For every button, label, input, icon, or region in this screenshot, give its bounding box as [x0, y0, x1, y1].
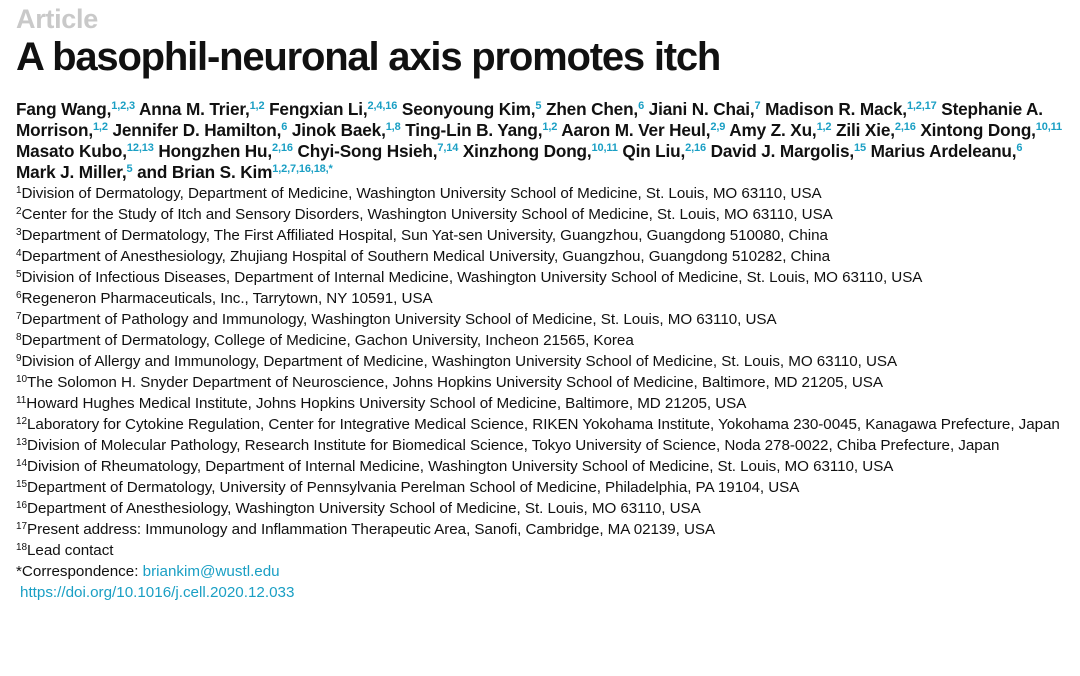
author: [16, 99, 135, 119]
author-affiliation-marker: 6: [281, 121, 288, 133]
author-affiliation-marker: 5: [126, 163, 133, 175]
affiliation: [16, 351, 1064, 372]
author-name: Masato Kubo,: [16, 141, 127, 161]
author-affiliation-marker: 5: [535, 100, 542, 112]
affiliation: [16, 372, 1064, 393]
author-affiliation-marker: 7: [754, 100, 761, 112]
author: [158, 141, 293, 161]
author-name: Seonyoung Kim,: [401, 99, 536, 119]
author-affiliation-marker: 2,4,16: [367, 100, 398, 112]
author: [711, 141, 866, 161]
affiliation-text: Division of Infectious Diseases, Department of Internal Medicine, Washington University School of Medicine, St. Louis, MO 63110, USA: [21, 269, 923, 286]
author: [137, 162, 333, 182]
affiliation: [16, 393, 1064, 414]
author: [269, 99, 397, 119]
affiliation: [16, 267, 1064, 288]
doi: [20, 582, 1064, 603]
affiliation-text: Division of Molecular Pathology, Research Institute for Biomedical Science, Tokyo University of Science, Noda 278-0022, Chiba Prefecture, Japan: [27, 437, 1000, 454]
affiliation-text: Division of Dermatology, Department of Medicine, Washington University School of Medicine, St. Louis, MO 63110, USA: [21, 185, 822, 202]
author-affiliation-marker: 1,2: [249, 100, 265, 112]
author: [112, 120, 287, 140]
affiliation-text: The Solomon H. Snyder Department of Neuroscience, Johns Hopkins University School of Medicine, Baltimore, MD 21205, USA: [27, 374, 883, 391]
author: [405, 120, 557, 140]
affiliation-number: 11: [16, 395, 27, 406]
author: [292, 120, 401, 140]
author-name: Anna M. Trier,: [138, 99, 250, 119]
doi-link[interactable]: https://doi.org/10.1016/j.cell.2020.12.033: [20, 584, 295, 601]
affiliation: [16, 288, 1064, 309]
affiliation: [16, 204, 1064, 225]
correspondence: [16, 561, 1064, 582]
affiliation: [16, 435, 1064, 456]
affiliation-number: 16: [16, 500, 28, 511]
affiliation: [16, 456, 1064, 477]
author-name: Marius Ardeleanu,: [870, 141, 1017, 161]
affiliation: [16, 309, 1064, 330]
author-name: Chyi-Song Hsieh,: [297, 141, 438, 161]
author-name: Jiani N. Chai,: [648, 99, 755, 119]
author-name: David J. Margolis,: [710, 141, 855, 161]
affiliation-text: Department of Anesthesiology, Zhujiang Hospital of Southern Medical University, Guangzhou, Guangdong 510282, China: [21, 248, 830, 265]
author-affiliation-marker: 2,16: [272, 142, 293, 154]
author-name: Zhen Chen,: [545, 99, 639, 119]
author: [402, 99, 541, 119]
author-name: Fang Wang,: [16, 99, 112, 119]
author-affiliation-marker: 12,13: [126, 142, 154, 154]
author-affiliation-marker: 6: [638, 100, 645, 112]
affiliation: [16, 414, 1064, 435]
affiliation-number: 2: [16, 206, 22, 217]
article-title: A basophil-neuronal axis promotes itch: [16, 35, 721, 79]
author-name: Qin Liu,: [622, 141, 686, 161]
author-affiliation-marker: 7,14: [437, 142, 459, 154]
affiliation: [16, 519, 1064, 540]
affiliation-text: Department of Anesthesiology, Washington University School of Medicine, St. Louis, MO 63110, USA: [27, 500, 701, 517]
affiliation: [16, 183, 1064, 204]
author-affiliation-marker: 1,2,17: [906, 100, 937, 112]
author: [649, 99, 761, 119]
affiliation-number: 18: [16, 542, 28, 553]
affiliation-text: Laboratory for Cytokine Regulation, Center for Integrative Medical Science, RIKEN Yokohama Institute, Yokohama 230-0045, Kanagawa Prefecture, Japan: [27, 416, 1060, 433]
author-name: Mark J. Miller,: [16, 162, 127, 182]
author-affiliation-marker: 10,11: [591, 142, 618, 154]
affiliation-number: 8: [16, 332, 22, 343]
author-affiliation-marker: 2,16: [894, 121, 916, 133]
author: [836, 120, 916, 140]
author: [139, 99, 264, 119]
author-affiliation-marker: 2,16: [685, 142, 706, 154]
author: [298, 141, 459, 161]
author: [16, 162, 132, 182]
affiliation-text: Howard Hughes Medical Institute, Johns Hopkins University School of Medicine, Baltimore, MD 21205, USA: [26, 395, 747, 412]
affiliation-number: 9: [16, 353, 22, 364]
affiliation-number: 3: [16, 227, 22, 238]
affiliation-number: 12: [16, 416, 28, 427]
author-affiliation-marker: 2,9: [710, 121, 726, 133]
affiliation-number: 15: [16, 479, 28, 490]
correspondence-email-link[interactable]: briankim@wustl.edu: [142, 563, 280, 580]
author-name: Stephanie A. Morrison,: [16, 99, 1043, 140]
author-name: Amy Z. Xu,: [729, 120, 817, 140]
affiliation-number: 7: [16, 311, 22, 322]
affiliation-text: Present address: Immunology and Inflammation Therapeutic Area, Sanofi, Cambridge, MA 02139, USA: [27, 521, 716, 538]
author-affiliation-marker: 15: [854, 142, 866, 154]
author-name: Fengxian Li,: [269, 99, 368, 119]
author-name: Aaron M. Ver Heul,: [561, 120, 711, 140]
author: [729, 120, 831, 140]
author-name: and Brian S. Kim: [137, 162, 273, 182]
author-affiliation-marker: 1,2: [542, 121, 558, 133]
author-affiliation-marker: 1,2,3: [111, 100, 135, 112]
affiliation: [16, 246, 1064, 267]
author-name: Xintong Dong,: [920, 120, 1036, 140]
affiliation-text: Department of Dermatology, The First Affiliated Hospital, Sun Yat-sen University, Guangzhou, Guangdong 510080, China: [21, 227, 828, 244]
author: [765, 99, 937, 119]
affiliation: [16, 498, 1064, 519]
affiliation-number: 6: [16, 290, 22, 301]
correspondence-label: *Correspondence:: [16, 563, 139, 580]
affiliation-number: 13: [16, 437, 28, 448]
affiliation-text: Department of Dermatology, College of Medicine, Gachon University, Incheon 21565, Korea: [21, 332, 634, 349]
author-name: Ting-Lin B. Yang,: [405, 120, 543, 140]
affiliation-text: Department of Pathology and Immunology, Washington University School of Medicine, St. Louis, MO 63110, USA: [21, 311, 777, 328]
affiliation-number: 5: [16, 269, 22, 280]
affiliation-list: [16, 183, 1064, 561]
affiliation-number: 14: [16, 458, 28, 469]
affiliation-text: Center for the Study of Itch and Sensory Disorders, Washington University School of Medicine, St. Louis, MO 63110, USA: [21, 206, 833, 223]
author: [920, 120, 1062, 140]
affiliation-text: Regeneron Pharmaceuticals, Inc., Tarrytown, NY 10591, USA: [21, 290, 433, 307]
author-list: [16, 99, 1064, 183]
author-affiliation-marker: 10,11: [1035, 121, 1062, 133]
author: [871, 141, 1023, 161]
affiliation: [16, 225, 1064, 246]
author: [561, 120, 725, 140]
author-affiliation-marker: 6: [1016, 142, 1023, 154]
author-affiliation-marker: 1,8: [385, 121, 401, 133]
affiliation-text: Lead contact: [27, 542, 114, 559]
author: [16, 141, 154, 161]
affiliation-text: Division of Rheumatology, Department of Internal Medicine, Washington University School of Medicine, St. Louis, MO 63110, USA: [27, 458, 894, 475]
author-affiliation-marker: 1,2: [92, 121, 108, 133]
affiliation: [16, 540, 1064, 561]
author-name: Zili Xie,: [836, 120, 895, 140]
affiliation-number: 4: [16, 248, 22, 259]
affiliation-number: 17: [16, 521, 28, 532]
author-name: Xinzhong Dong,: [462, 141, 592, 161]
author-name: Jennifer D. Hamilton,: [112, 120, 282, 140]
author-affiliation-marker: 1,2,7,16,18,*: [272, 163, 333, 175]
author-affiliation-marker: 1,2: [816, 121, 832, 133]
affiliation-number: 10: [16, 374, 28, 385]
author: [622, 141, 706, 161]
author: [546, 99, 644, 119]
affiliation-number: 1: [16, 185, 22, 196]
affiliation-text: Division of Allergy and Immunology, Department of Medicine, Washington University School of Medicine, St. Louis, MO 63110, USA: [21, 353, 898, 370]
affiliation-text: Department of Dermatology, University of Pennsylvania Perelman School of Medicine, Philadelphia, PA 19104, USA: [27, 479, 800, 496]
author-name: Jinok Baek,: [291, 120, 386, 140]
affiliation: [16, 330, 1064, 351]
affiliation: [16, 477, 1064, 498]
author-name: Hongzhen Hu,: [158, 141, 273, 161]
section-label: Article: [16, 4, 98, 34]
author-name: Madison R. Mack,: [765, 99, 907, 119]
author: [463, 141, 618, 161]
